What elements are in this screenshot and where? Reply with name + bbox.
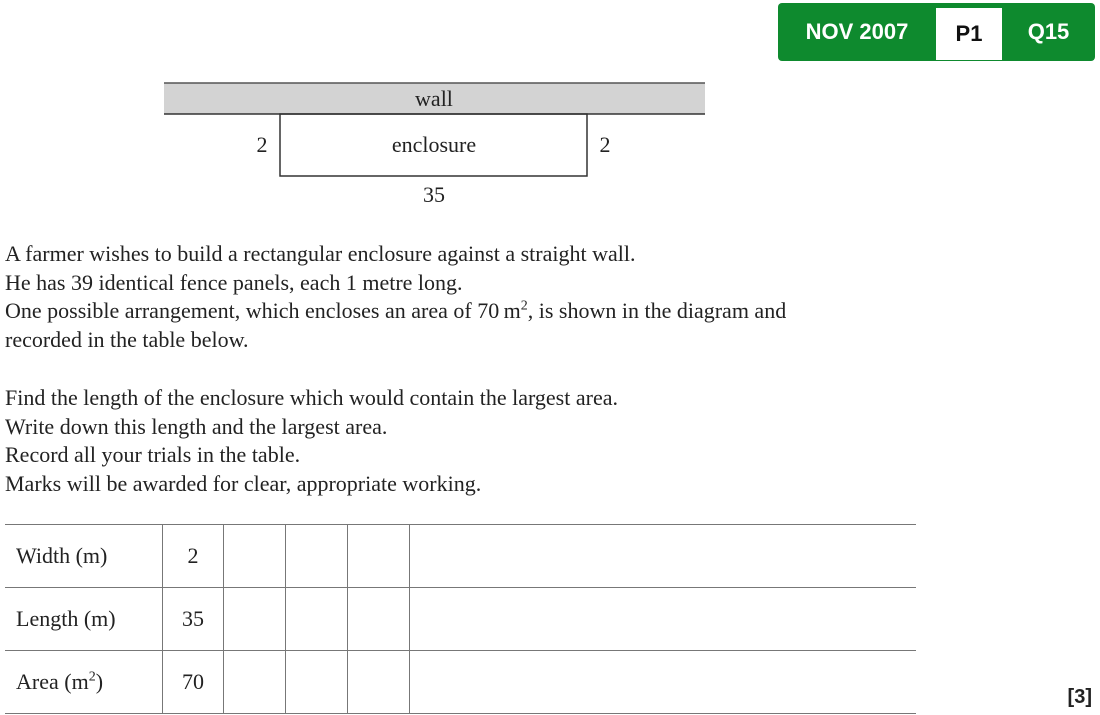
- question-number: Q15: [1027, 19, 1070, 44]
- trial-cell[interactable]: [348, 651, 410, 714]
- width-row: [5, 525, 916, 588]
- right-width-label: 2: [599, 132, 611, 157]
- trial-cell[interactable]: [224, 588, 286, 651]
- trial-cell[interactable]: [348, 588, 410, 651]
- question-badge: [778, 3, 1095, 61]
- width-header: Width (m): [5, 525, 163, 588]
- instruction-line-3: Record all your trials in the table.: [5, 442, 301, 467]
- trial-cell[interactable]: [410, 588, 917, 651]
- trial-cell[interactable]: [286, 651, 348, 714]
- area-header-sup: 2: [88, 669, 96, 685]
- length-row: [5, 588, 916, 651]
- enclosure-diagram: [0, 0, 760, 230]
- trial-cell[interactable]: [286, 525, 348, 588]
- trials-table: [5, 524, 916, 714]
- length-label: 35: [423, 182, 445, 207]
- instructions-paragraph: [5, 384, 618, 498]
- area-header-close: ): [95, 669, 104, 694]
- trial-cell[interactable]: [224, 651, 286, 714]
- width-value: 2: [163, 525, 224, 588]
- intro-line-3-b: , is shown in the diagram and: [527, 298, 787, 323]
- exam-date: NOV 2007: [805, 19, 909, 44]
- area-header: [5, 651, 163, 714]
- enclosure-label: enclosure: [391, 132, 477, 157]
- trial-cell[interactable]: [286, 588, 348, 651]
- intro-line-4: recorded in the table below.: [5, 326, 249, 352]
- trial-cell[interactable]: [410, 651, 917, 714]
- paper-number: P1: [936, 8, 1002, 60]
- left-width-label: 2: [256, 132, 268, 157]
- area-row: [5, 651, 916, 714]
- instruction-line-2: Write down this length and the largest area.: [5, 413, 388, 439]
- area-header-text: Area (m: [16, 669, 89, 694]
- length-header: Length (m): [5, 588, 163, 651]
- squared-superscript: 2: [520, 298, 528, 314]
- length-value: 35: [163, 588, 224, 651]
- intro-line-3: [5, 297, 786, 326]
- marks-label: [3]: [1067, 686, 1092, 708]
- wall-label: wall: [415, 86, 453, 111]
- intro-paragraph: [5, 240, 786, 354]
- instruction-line-4: Marks will be awarded for clear, appropriate working.: [5, 470, 482, 496]
- trial-cell[interactable]: [348, 525, 410, 588]
- area-value: 70: [163, 651, 224, 714]
- intro-line-3-a: One possible arrangement, which encloses an area of 70 m: [5, 298, 521, 323]
- instruction-line-1: Find the length of the enclosure which would contain the largest area.: [5, 385, 618, 410]
- trial-cell[interactable]: [410, 525, 917, 588]
- intro-line-1: A farmer wishes to build a rectangular enclosure against a straight wall.: [5, 241, 636, 266]
- trial-cell[interactable]: [224, 525, 286, 588]
- intro-line-2: He has 39 identical fence panels, each 1 metre long.: [5, 269, 463, 295]
